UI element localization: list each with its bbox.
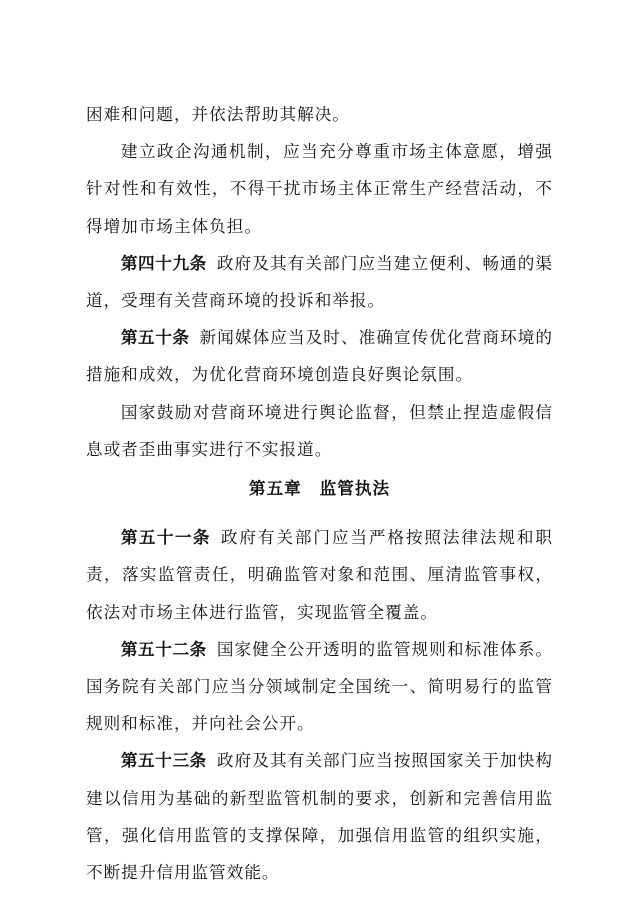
paragraph-text: 政府及其有关部门应当建立便利、畅通的渠道，受理有关营商环境的投诉和举报。: [86, 253, 554, 311]
article-number: 第五十一条: [120, 528, 211, 548]
chapter-heading: [86, 470, 553, 507]
paragraph-text: 政府有关部门应当严格按照法律法规和职责，落实监管责任，明确监管对象和范围、厘清监管事权，依法对市场主体进行监管，实现监管全覆盖。: [86, 528, 554, 622]
article-49: [86, 245, 553, 319]
article-number: 第五十二条: [120, 639, 207, 659]
chapter-title: 监管执法: [319, 479, 391, 499]
article-50: [86, 319, 553, 393]
paragraph-text: 困难和问题，并依法帮助其解决。: [86, 105, 350, 124]
paragraph-text: 国家鼓励对营商环境进行舆论监督，但禁止捏造虚假信息或者歪曲事实进行不实报道。: [86, 402, 553, 459]
chapter-number: 第五章: [248, 479, 302, 499]
paragraph-text: 建立政企沟通机制，应当充分尊重市场主体意愿，增强针对性和有效性，不得干扰市场主体正常生产经营活动，不得增加市场主体负担。: [86, 142, 553, 236]
article-51: [86, 519, 553, 631]
article-53: [86, 742, 553, 891]
article-number: 第四十九条: [120, 253, 207, 273]
paragraph: [86, 133, 553, 245]
article-number: 第五十三条: [120, 751, 207, 771]
paragraph-text: 政府及其有关部门应当按照国家关于加快构建以信用为基础的新型监管机制的要求，创新和完善信用监管，强化信用监管的支撑保障，加强信用监管的组织实施，不断提升信用监管效能。: [86, 751, 554, 883]
paragraph-text: 国家健全公开透明的监管规则和标准体系。国务院有关部门应当分领域制定全国统一、简明易行的监管规则和标准，并向社会公开。: [86, 639, 554, 734]
article-52: [86, 631, 553, 743]
paragraph-continuation: [86, 96, 553, 133]
document-body: [86, 96, 553, 891]
paragraph-text: 新闻媒体应当及时、准确宣传优化营商环境的措施和成效，为优化营商环境创造良好舆论氛围。: [86, 328, 554, 385]
paragraph: [86, 394, 553, 468]
article-number: 第五十条: [120, 328, 190, 348]
